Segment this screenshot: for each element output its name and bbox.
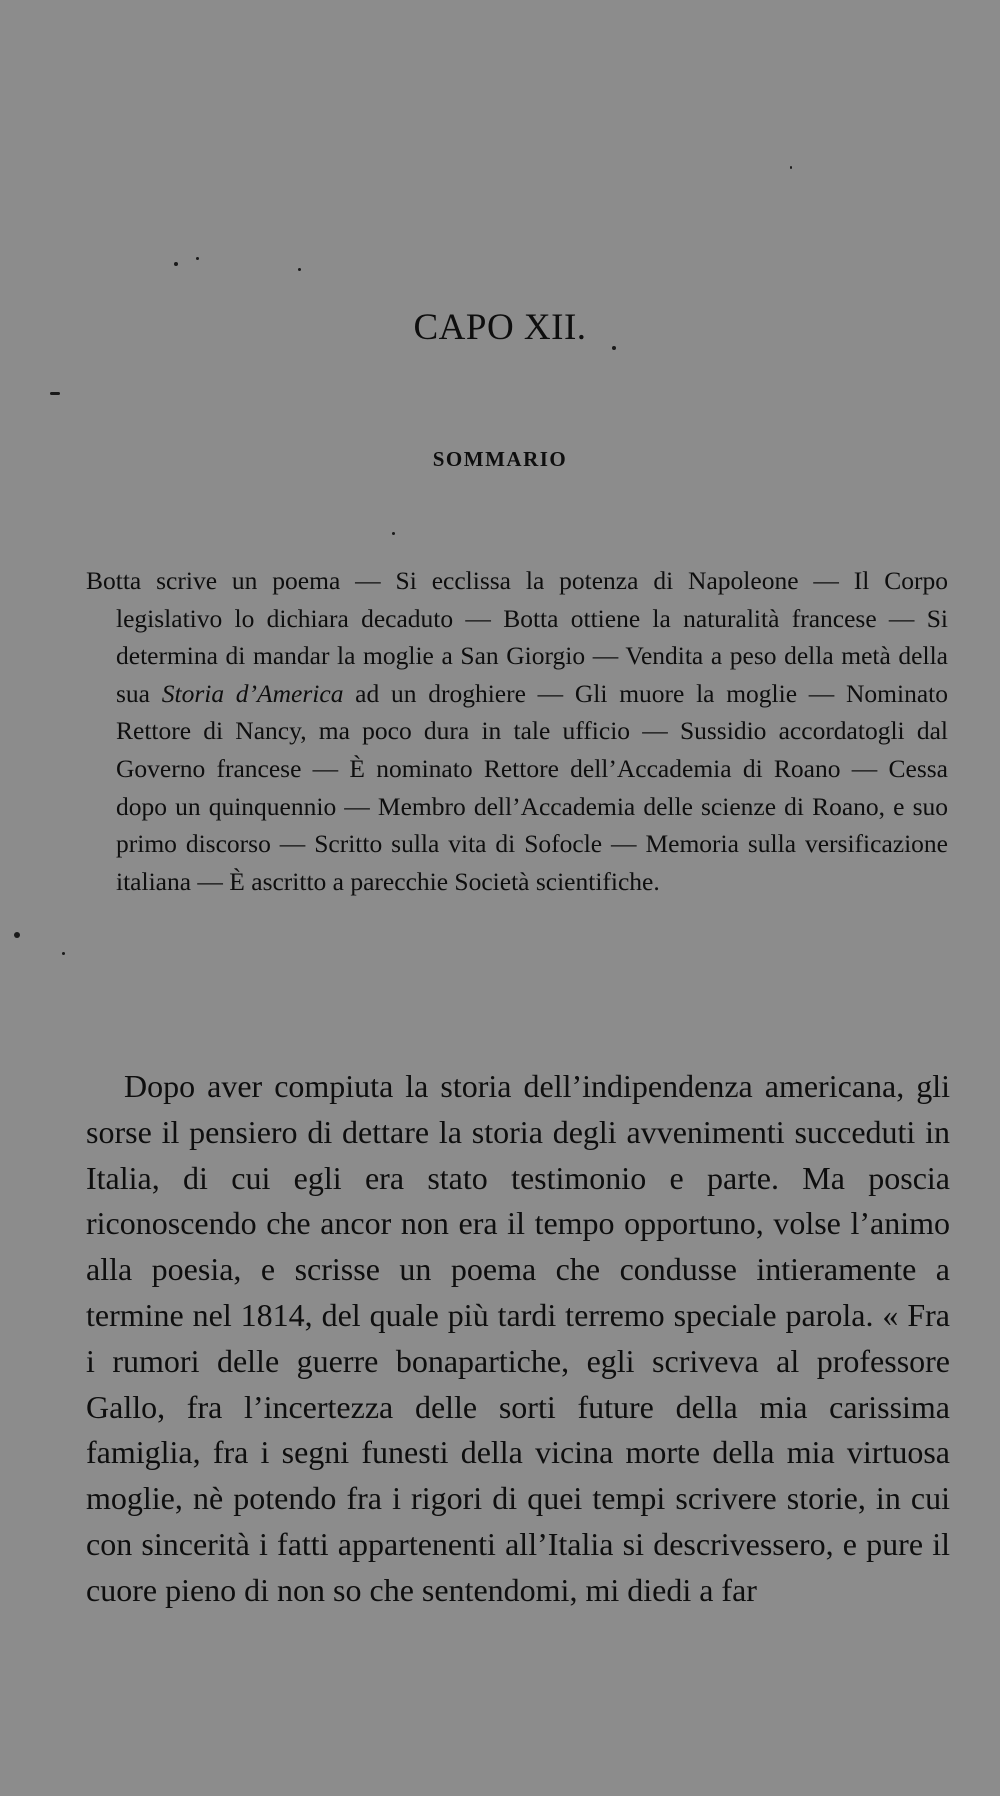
scan-speck xyxy=(196,257,199,260)
summary-paragraph xyxy=(86,562,948,900)
summary-text-part: Botta scrive un poema — Si ecclissa la potenza di Napoleone — Il Corpo legislativo lo dichiara decaduto — Botta ottiene la naturalità francese — Si determina di mandar la moglie a San Giorgio — Vendita a peso della metà della sua xyxy=(86,566,948,708)
scan-speck xyxy=(14,932,20,938)
summary-heading: SOMMARIO xyxy=(432,447,568,471)
body-paragraph: Dopo aver compiuta la storia dell’indipendenza americana, gli sorse il pensiero di dettare la storia degli avvenimenti succeduti in Italia, di cui egli era stato testimonio e parte. Ma poscia riconoscendo che ancor non era il tempo opportuno, volse l’animo alla poesia, e scrisse un poema che condusse intieramente a termine nel 1814, del quale più tardi terremo speciale parola. « Fra i rumori delle guerre bonapartiche, egli scriveva al professore Gallo, fra l’incertezza delle sorti future della mia carissima famiglia, fra i segni funesti della vicina morte della mia virtuosa moglie, nè potendo fra i rigori di quei tempi scrivere storie, in cui con sincerità i fatti appartenenti all’Italia si descrivessero, e pure il cuore pieno di non so che sentendomi, mi diedi a far xyxy=(86,1068,950,1608)
chapter-heading: CAPO XII. xyxy=(413,307,587,348)
scan-speck xyxy=(62,952,65,955)
scan-speck xyxy=(790,166,792,169)
scan-speck xyxy=(174,262,178,266)
scan-speck xyxy=(50,392,60,395)
scan-speck xyxy=(298,268,301,271)
scan-speck xyxy=(392,532,395,535)
summary-text-part: ad un droghiere — Gli muore la moglie — Nominato Rettore di Nancy, ma poco dura in tale ufficio — Sussidio accordatogli dal Governo francese — È nominato Rettore dell’Accademia di Roano — Cessa dopo un quinquennio — Membro dell’Accademia delle scienze di Roano, e suo primo discorso — Scritto sulla vita di Sofocle — Memoria sulla versificazione italiana — È ascritto a parecchie Società scientifiche. xyxy=(116,678,948,896)
summary-italic-title: Storia d’America xyxy=(161,678,344,708)
